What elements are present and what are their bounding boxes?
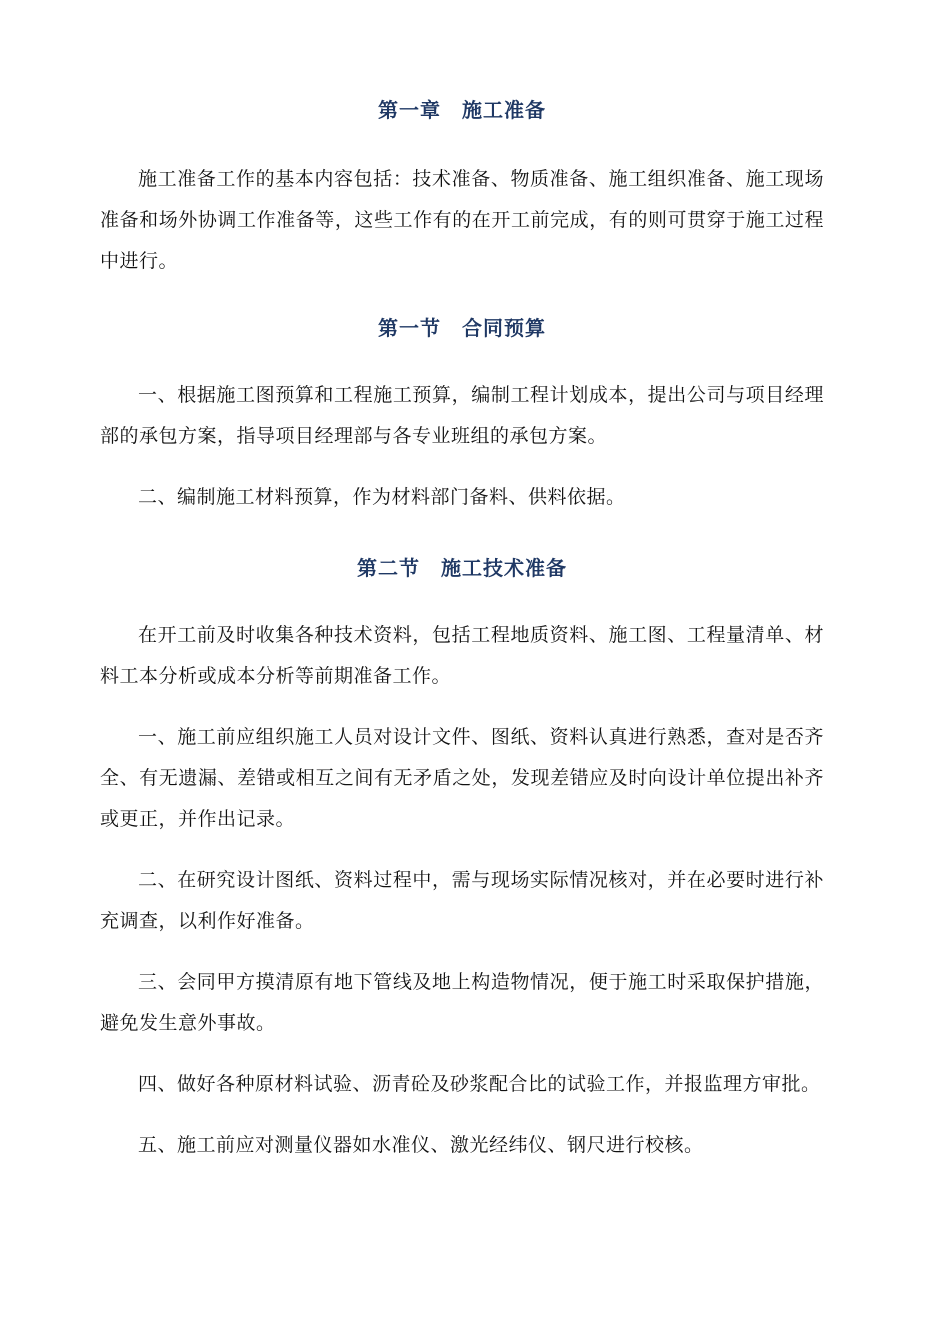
chapter-title: 第一章 施工准备 [378, 98, 546, 122]
section-1-paragraph-1: 一、根据施工图预算和工程施工预算，编制工程计划成本，提出公司与项目经理部的承包方案，指导项目经理部与各专业班组的承包方案。 [100, 384, 824, 447]
section-2-paragraph-5: 五、施工前应对测量仪器如水准仪、激光经纬仪、钢尺进行校核。 [138, 1134, 704, 1156]
section-title-technical-preparation: 第二节 施工技术准备 [357, 556, 567, 580]
section-2-paragraph-2: 二、在研究设计图纸、资料过程中，需与现场实际情况核对，并在必要时进行补充调查，以利作好准备。 [100, 869, 824, 932]
section-2-paragraph-intro: 在开工前及时收集各种技术资料，包括工程地质资料、施工图、工程量清单、材料工本分析或成本分析等前期准备工作。 [100, 624, 824, 687]
intro-paragraph: 施工准备工作的基本内容包括：技术准备、物质准备、施工组织准备、施工现场准备和场外协调工作准备等，这些工作有的在开工前完成，有的则可贯穿于施工过程中进行。 [100, 168, 824, 272]
section-2-paragraph-1: 一、施工前应组织施工人员对设计文件、图纸、资料认真进行熟悉，查对是否齐全、有无遗漏、差错或相互之间有无矛盾之处，发现差错应及时向设计单位提出补齐或更正，并作出记录。 [100, 726, 824, 830]
document-page [100, 84, 824, 1166]
section-2-paragraph-4: 四、做好各种原材料试验、沥青砼及砂浆配合比的试验工作，并报监理方审批。 [138, 1073, 821, 1095]
section-1-paragraph-2: 二、编制施工材料预算，作为材料部门备料、供料依据。 [138, 486, 626, 508]
section-2-paragraph-3: 三、会同甲方摸清原有地下管线及地上构造物情况，便于施工时采取保护措施，避免发生意外事故。 [100, 971, 824, 1034]
section-title-contract-budget: 第一节 合同预算 [378, 316, 546, 340]
